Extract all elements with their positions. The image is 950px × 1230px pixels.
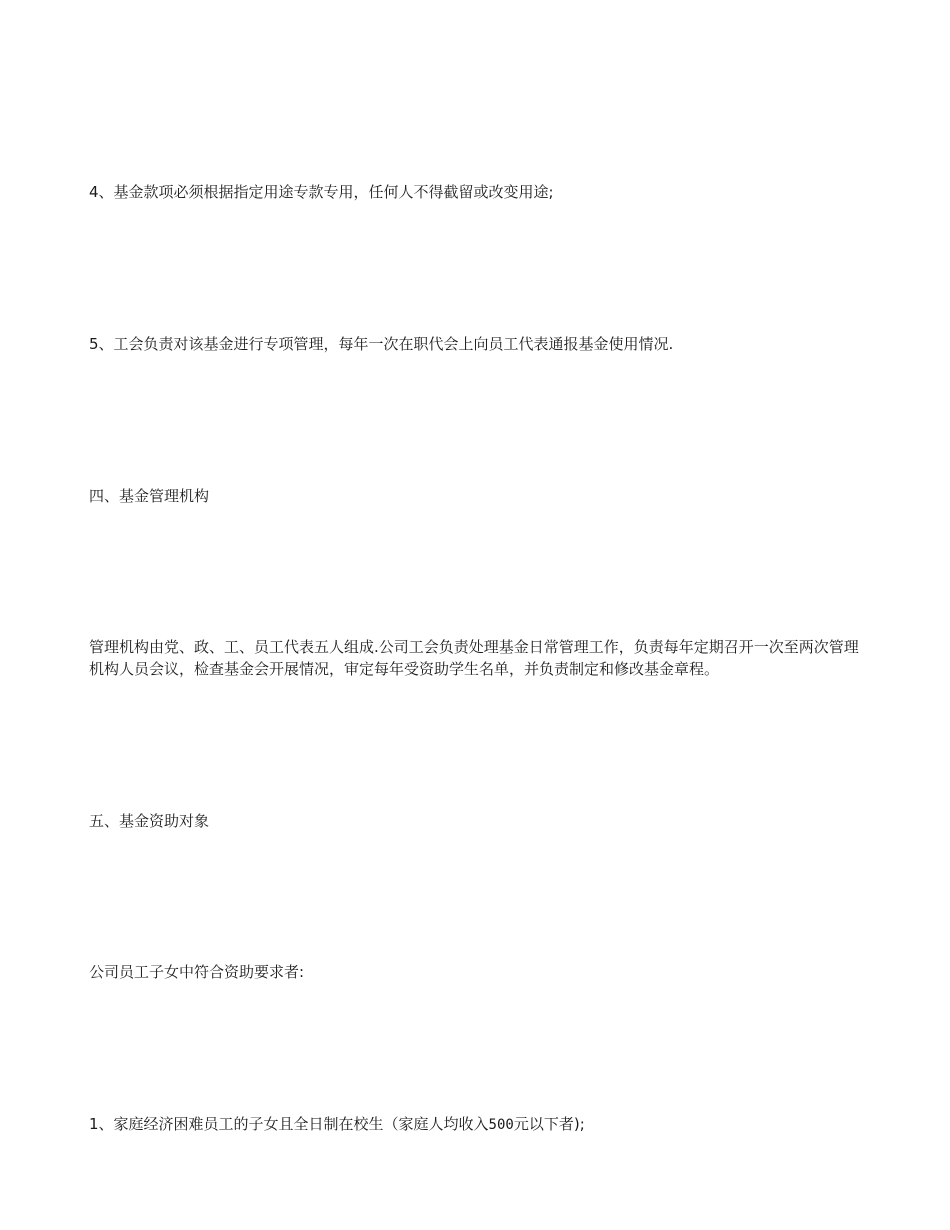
clause-5: 5、工会负责对该基金进行专项管理，每年一次在职代会上向员工代表通报基金使用情况. — [89, 335, 674, 353]
management-description: 管理机构由党、政、工、员工代表五人组成.公司工会负责处理基金日常管理工作，负责每年定期召开一次至两次管理机构人员会议，检查基金会开展情况，审定每年受资助学生名单，并负责制定和修改基金章程。 — [89, 638, 859, 678]
income-threshold: 500 — [488, 1117, 514, 1133]
clause-4: 4、基金款项必须根据指定用途专款专用，任何人不得截留或改变用途; — [89, 183, 554, 201]
section-heading-recipients: 五、基金资助对象 — [89, 812, 210, 830]
section-heading-management: 四、基金管理机构 — [89, 487, 210, 505]
criterion-1-prefix: 1、家庭经济困难员工的子女且全日制在校生（家庭人均收入 — [89, 1115, 489, 1133]
criterion-1 — [89, 1113, 869, 1136]
criterion-1-suffix: 元以下者); — [513, 1115, 585, 1133]
recipients-intro: 公司员工子女中符合资助要求者: — [89, 963, 305, 981]
